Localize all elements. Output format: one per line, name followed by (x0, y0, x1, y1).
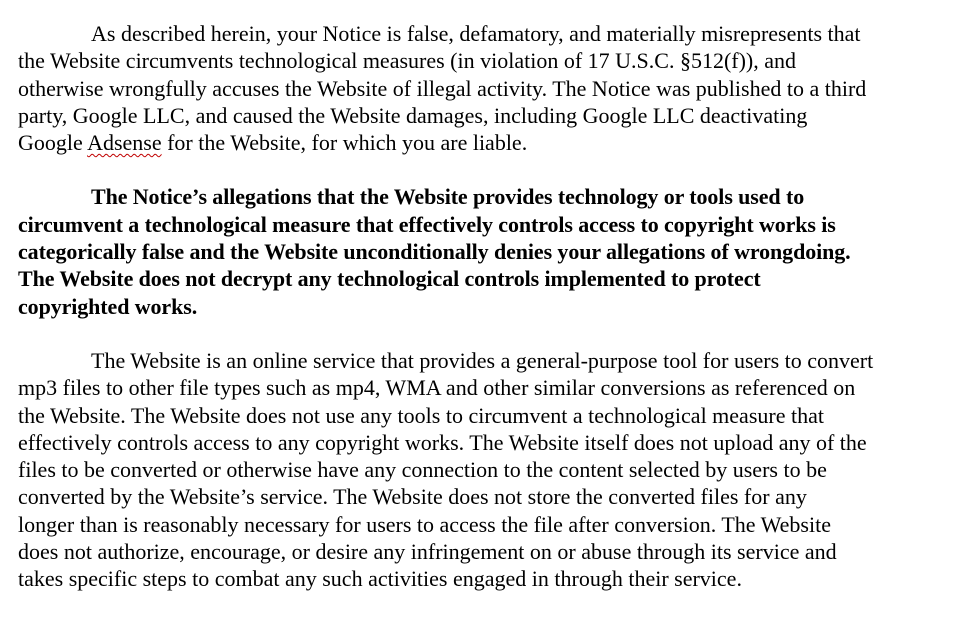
text-line: party, Google LLC, and caused the Website damages, including Google LLC deactivating (18, 102, 808, 128)
text-line: the Website circumvents technological measures (in violation of 17 U.S.C. §512(f)), and (18, 48, 797, 74)
text-line: The Website does not decrypt any technological controls implemented to protect (18, 266, 761, 292)
text-line: does not authorize, encourage, or desire any infringement on or abuse through its service and (18, 539, 837, 565)
text-line: categorically false and the Website unconditionally denies your allegations of wrongdoing. (18, 239, 851, 265)
text-line: the Website. The Website does not use any tools to circumvent a technological measure that (18, 402, 824, 428)
text-segment: Google (18, 130, 88, 156)
text-line: The Notice’s allegations that the Website provides technology or tools used to (91, 184, 805, 210)
spellcheck-flagged-word[interactable]: Adsense (87, 130, 162, 156)
text-line: The Website is an online service that provides a general-purpose tool for users to convert (91, 347, 874, 373)
paragraph-notice-false (18, 20, 958, 156)
text-line: files to be converted or otherwise have any connection to the content selected by users to be (18, 457, 827, 483)
text-line: otherwise wrongfully accuses the Website of illegal activity. The Notice was published to a third (18, 75, 867, 101)
paragraph-bold-denial (18, 183, 958, 319)
text-line: mp3 files to other file types such as mp4, WMA and other similar conversions as referenced on (18, 375, 856, 401)
text-line: copyrighted works. (18, 293, 198, 319)
text-segment: for the Website, for which you are liable. (161, 130, 528, 156)
text-line: longer than is reasonably necessary for users to access the file after conversion. The Website (18, 511, 831, 537)
text-line: circumvent a technological measure that effectively controls access to copyright works is (18, 211, 836, 237)
text-line (18, 129, 958, 156)
paragraph-website-description (18, 347, 958, 593)
text-line: effectively controls access to any copyright works. The Website itself does not upload any of the (18, 429, 867, 455)
text-line: takes specific steps to combat any such activities engaged in through their service. (18, 566, 742, 592)
document-body (18, 20, 958, 593)
text-line: converted by the Website’s service. The Website does not store the converted files for any (18, 484, 807, 510)
text-line: As described herein, your Notice is false, defamatory, and materially misrepresents that (91, 21, 861, 46)
